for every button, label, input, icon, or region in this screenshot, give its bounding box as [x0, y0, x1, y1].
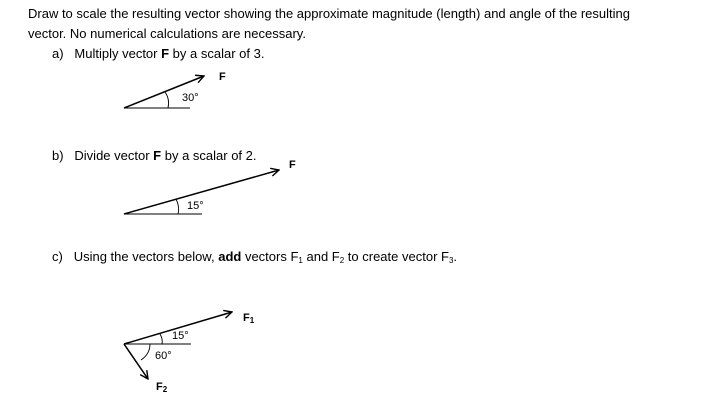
- part-a-angle-arc: [165, 92, 169, 108]
- part-c-f2-arrow: [124, 344, 148, 379]
- instructions-line-2: vector. No numerical calculations are necessary.: [28, 26, 306, 41]
- part-c-f1-sub: 1: [249, 316, 255, 325]
- part-c-f1-letter: F: [243, 312, 250, 324]
- part-c-text-mid3: to create vector F: [344, 249, 449, 264]
- part-a-vector-label: F: [219, 71, 226, 83]
- part-c-sub3: 3: [448, 256, 454, 265]
- part-b-text-after: by a scalar of 2.: [161, 148, 257, 163]
- part-c-angle1-label: 15°: [172, 330, 189, 342]
- part-b-text-before: Divide vector: [74, 148, 154, 163]
- part-c-text-before: Using the vectors below,: [73, 249, 219, 264]
- part-b-angle-label: 15°: [187, 200, 204, 212]
- part-c-f1-label: [243, 312, 254, 327]
- part-c-figure: [124, 312, 232, 379]
- part-c-text-end: .: [453, 249, 458, 264]
- part-c-sub1: 1: [298, 256, 303, 265]
- part-b-vector-label: F: [289, 159, 296, 171]
- part-c-angle1-arc: [160, 334, 162, 344]
- part-a-angle-label: 30°: [182, 92, 199, 104]
- part-c-f2-letter: F: [156, 381, 163, 393]
- part-a-text-after: by a scalar of 3.: [169, 46, 265, 61]
- part-b-marker: b): [52, 148, 64, 163]
- part-c-text-mid1: vectors F: [241, 249, 299, 264]
- part-c-angle2-arc: [141, 344, 150, 360]
- part-c-marker: c): [52, 249, 63, 264]
- part-a-text-before: Multiply vector: [74, 46, 162, 61]
- part-c-text-mid2: and F: [302, 249, 340, 264]
- part-c-bold-word: add: [218, 249, 242, 264]
- part-c-f2-sub: 2: [162, 385, 168, 394]
- instructions-line-1: Draw to scale the resulting vector showing the approximate magnitude (length) and angle of the resulting: [28, 6, 630, 21]
- part-a-vector-name: F: [161, 46, 170, 61]
- part-c-sub2: 2: [339, 256, 345, 265]
- part-a-marker: a): [52, 46, 64, 61]
- part-b-angle-arc: [176, 199, 179, 214]
- part-b-vector-name: F: [153, 148, 162, 163]
- part-c-angle2-label: 60°: [155, 350, 172, 362]
- part-c-f2-label: [156, 381, 167, 396]
